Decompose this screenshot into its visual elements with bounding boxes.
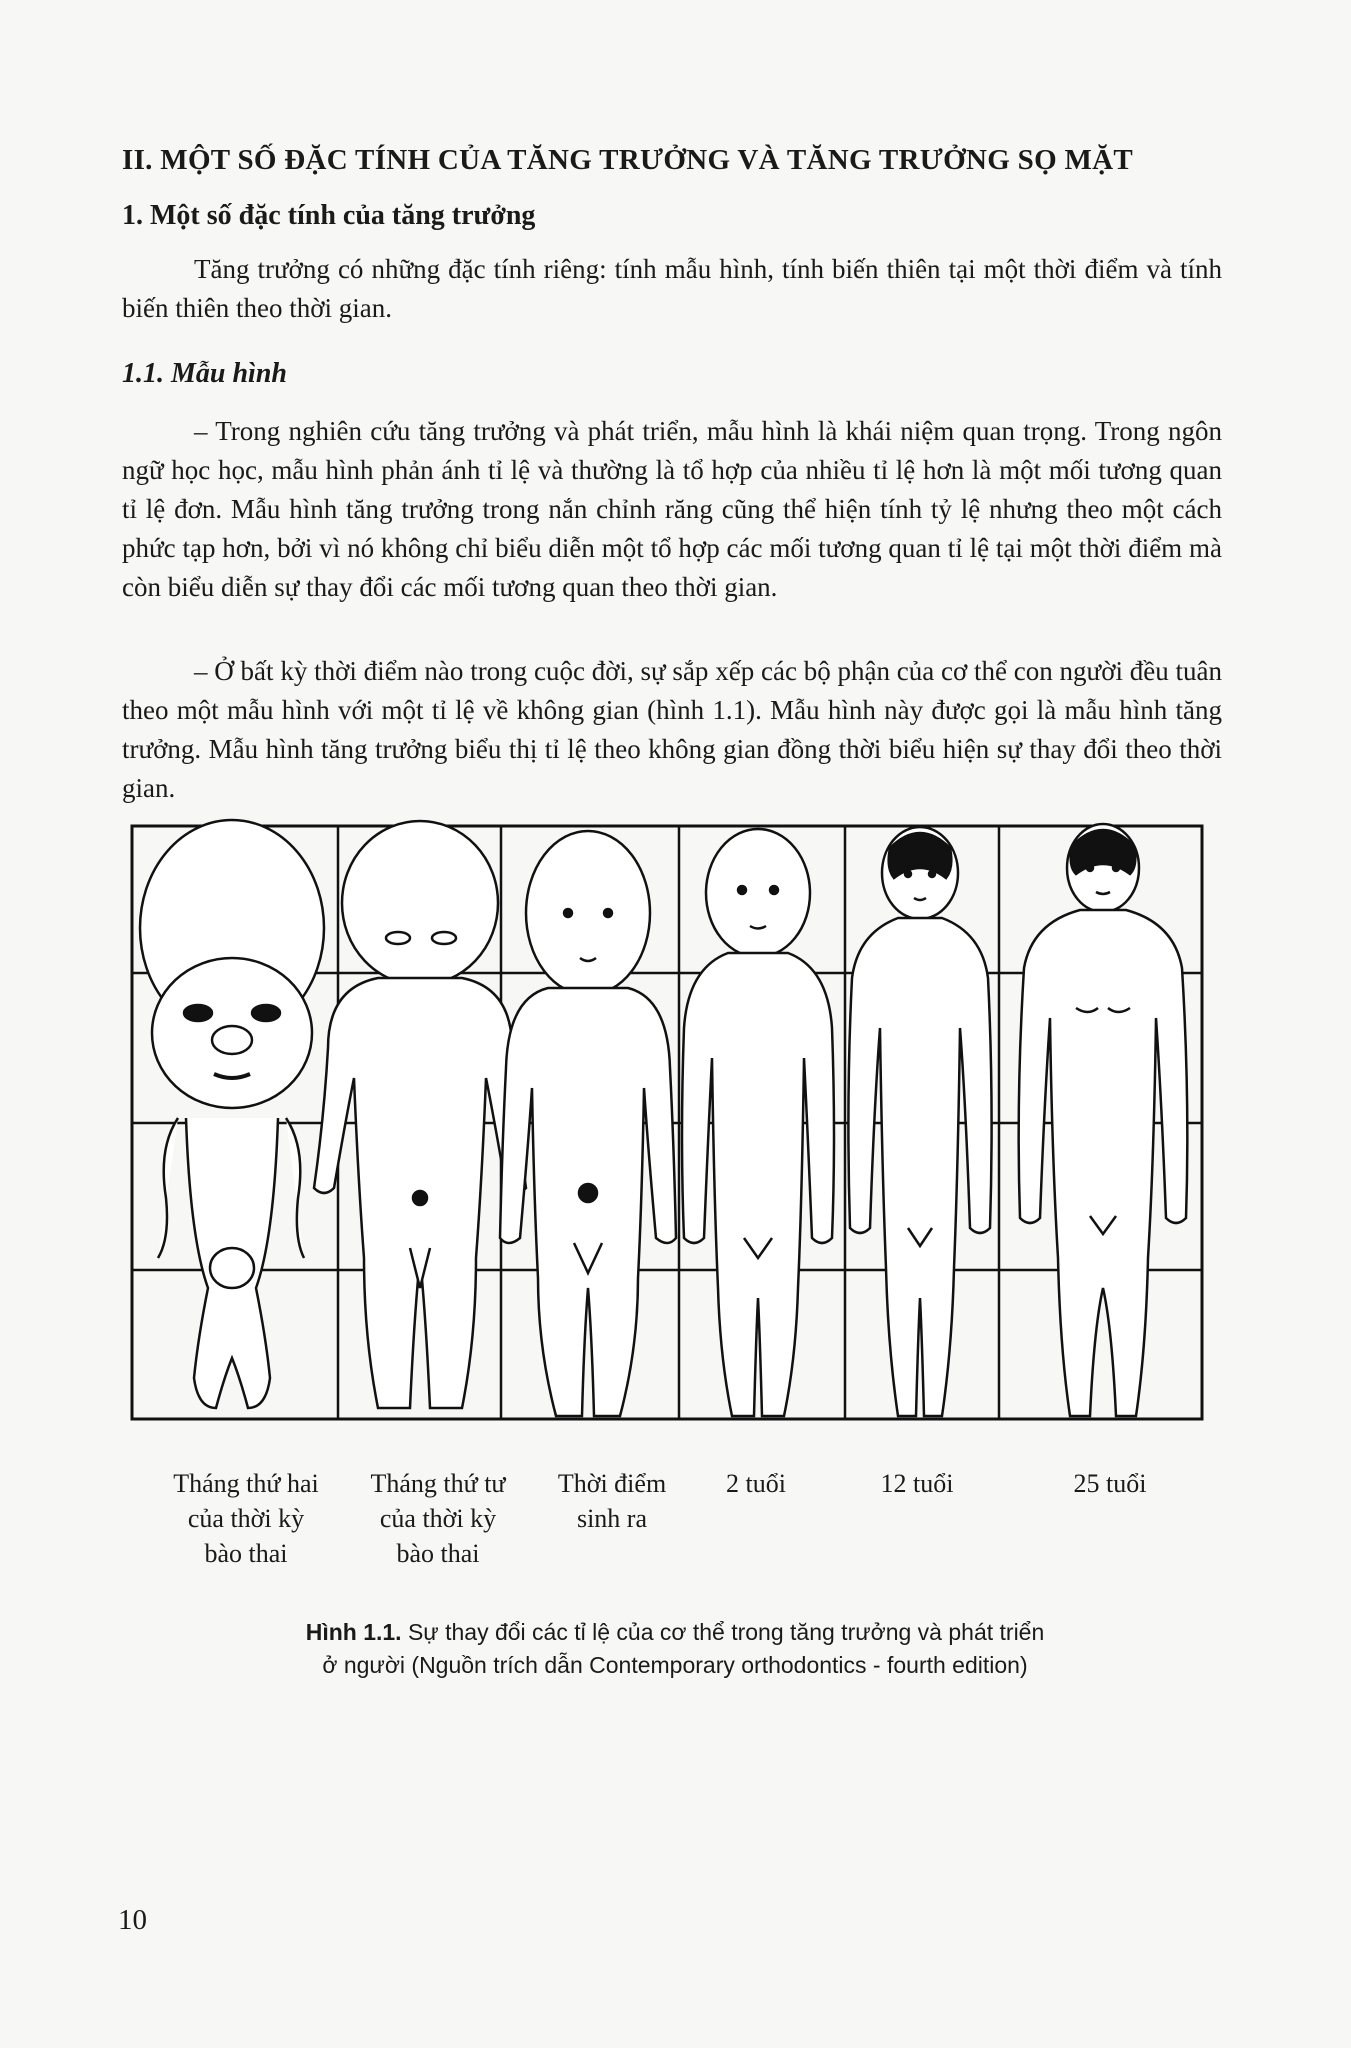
newborn-figure [500,831,676,1416]
toddler-2-years-figure [682,829,834,1416]
label-line: 12 tuổi [880,1469,954,1498]
fetus-2-months-figure [140,820,324,1408]
fetus-4-months-figure [314,821,526,1408]
paragraph-2: – Ở bất kỳ thời điểm nào trong cuộc đời, sự sắp xếp các bộ phận của cơ thể con người đều tuân theo một mẫu hình với một tỉ lệ về không gian (hình 1.1). Mẫu hình này được gọi là mẫu hình tăng trưởng. Mẫu hình tăng trưởng biểu thị tỉ lệ theo không gian đồng thời biểu hiện sự thay đổi theo thời gian. [122,656,1222,803]
label-line: sinh ra [576,1504,648,1533]
label-line: 25 tuổi [1073,1469,1147,1498]
child-12-years-figure [848,827,991,1416]
section-title: II. MỘT SỐ ĐẶC TÍNH CỦA TĂNG TRƯỞNG VÀ TĂNG TRƯỞNG SỌ MẶT [122,144,1134,176]
figure-body-proportions [128,818,1208,1433]
adult-25-years-figure [1019,824,1188,1416]
label-fetus-4-months [338,1466,538,1571]
caption-line-1 [150,1616,1200,1649]
label-line: Thời điểm [557,1469,667,1498]
label-line: của thời kỳ [379,1504,497,1533]
figure-caption [150,1616,1200,1682]
caption-label: Hình 1.1. [305,1619,402,1645]
figure-age-labels [120,1466,1220,1576]
heading-mau-hinh: 1.1. Mẫu hình [122,358,287,389]
label-line: của thời kỳ [187,1504,305,1533]
paragraph-1: – Trong nghiên cứu tăng trưởng và phát triển, mẫu hình là khái niệm quan trọng. Trong ngôn ngữ học học, mẫu hình phản ánh tỉ lệ và thường là tổ hợp của nhiều tỉ lệ hơn là một mối tương quan tỉ lệ đơn. Mẫu hình tăng trưởng trong nắn chỉnh răng cũng thể hiện tính tỷ lệ nhưng theo một cách phức tạp hơn, bởi vì nó không chỉ biểu diễn một tổ hợp các mối tương quan tỉ lệ tại một thời điểm mà còn biểu diễn sự thay đổi các mối tương quan theo thời gian. [122,416,1222,602]
label-25-years [1010,1466,1210,1501]
intro-paragraph: Tăng trưởng có những đặc tính riêng: tính mẫu hình, tính biến thiên tại một thời điểm và tính biến thiên theo thời gian. [122,254,1222,323]
label-line: 2 tuổi [726,1469,786,1498]
label-fetus-2-months [146,1466,346,1571]
body-proportion-illustration [128,818,1208,1428]
page-number: 10 [118,1904,147,1936]
caption-text-2: ở người (Nguồn trích dẫn Contemporary orthodontics - fourth edition) [322,1652,1028,1678]
label-line: bào thai [396,1539,480,1568]
subsection-title: 1. Một số đặc tính của tăng trưởng [122,200,536,231]
label-line: Tháng thứ tư [370,1469,506,1498]
label-line: bào thai [204,1539,288,1568]
label-12-years [817,1466,1017,1501]
label-line: Tháng thứ hai [173,1469,319,1498]
caption-text-1: Sự thay đổi các tỉ lệ của cơ thể trong tăng trưởng và phát triển [407,1619,1045,1645]
